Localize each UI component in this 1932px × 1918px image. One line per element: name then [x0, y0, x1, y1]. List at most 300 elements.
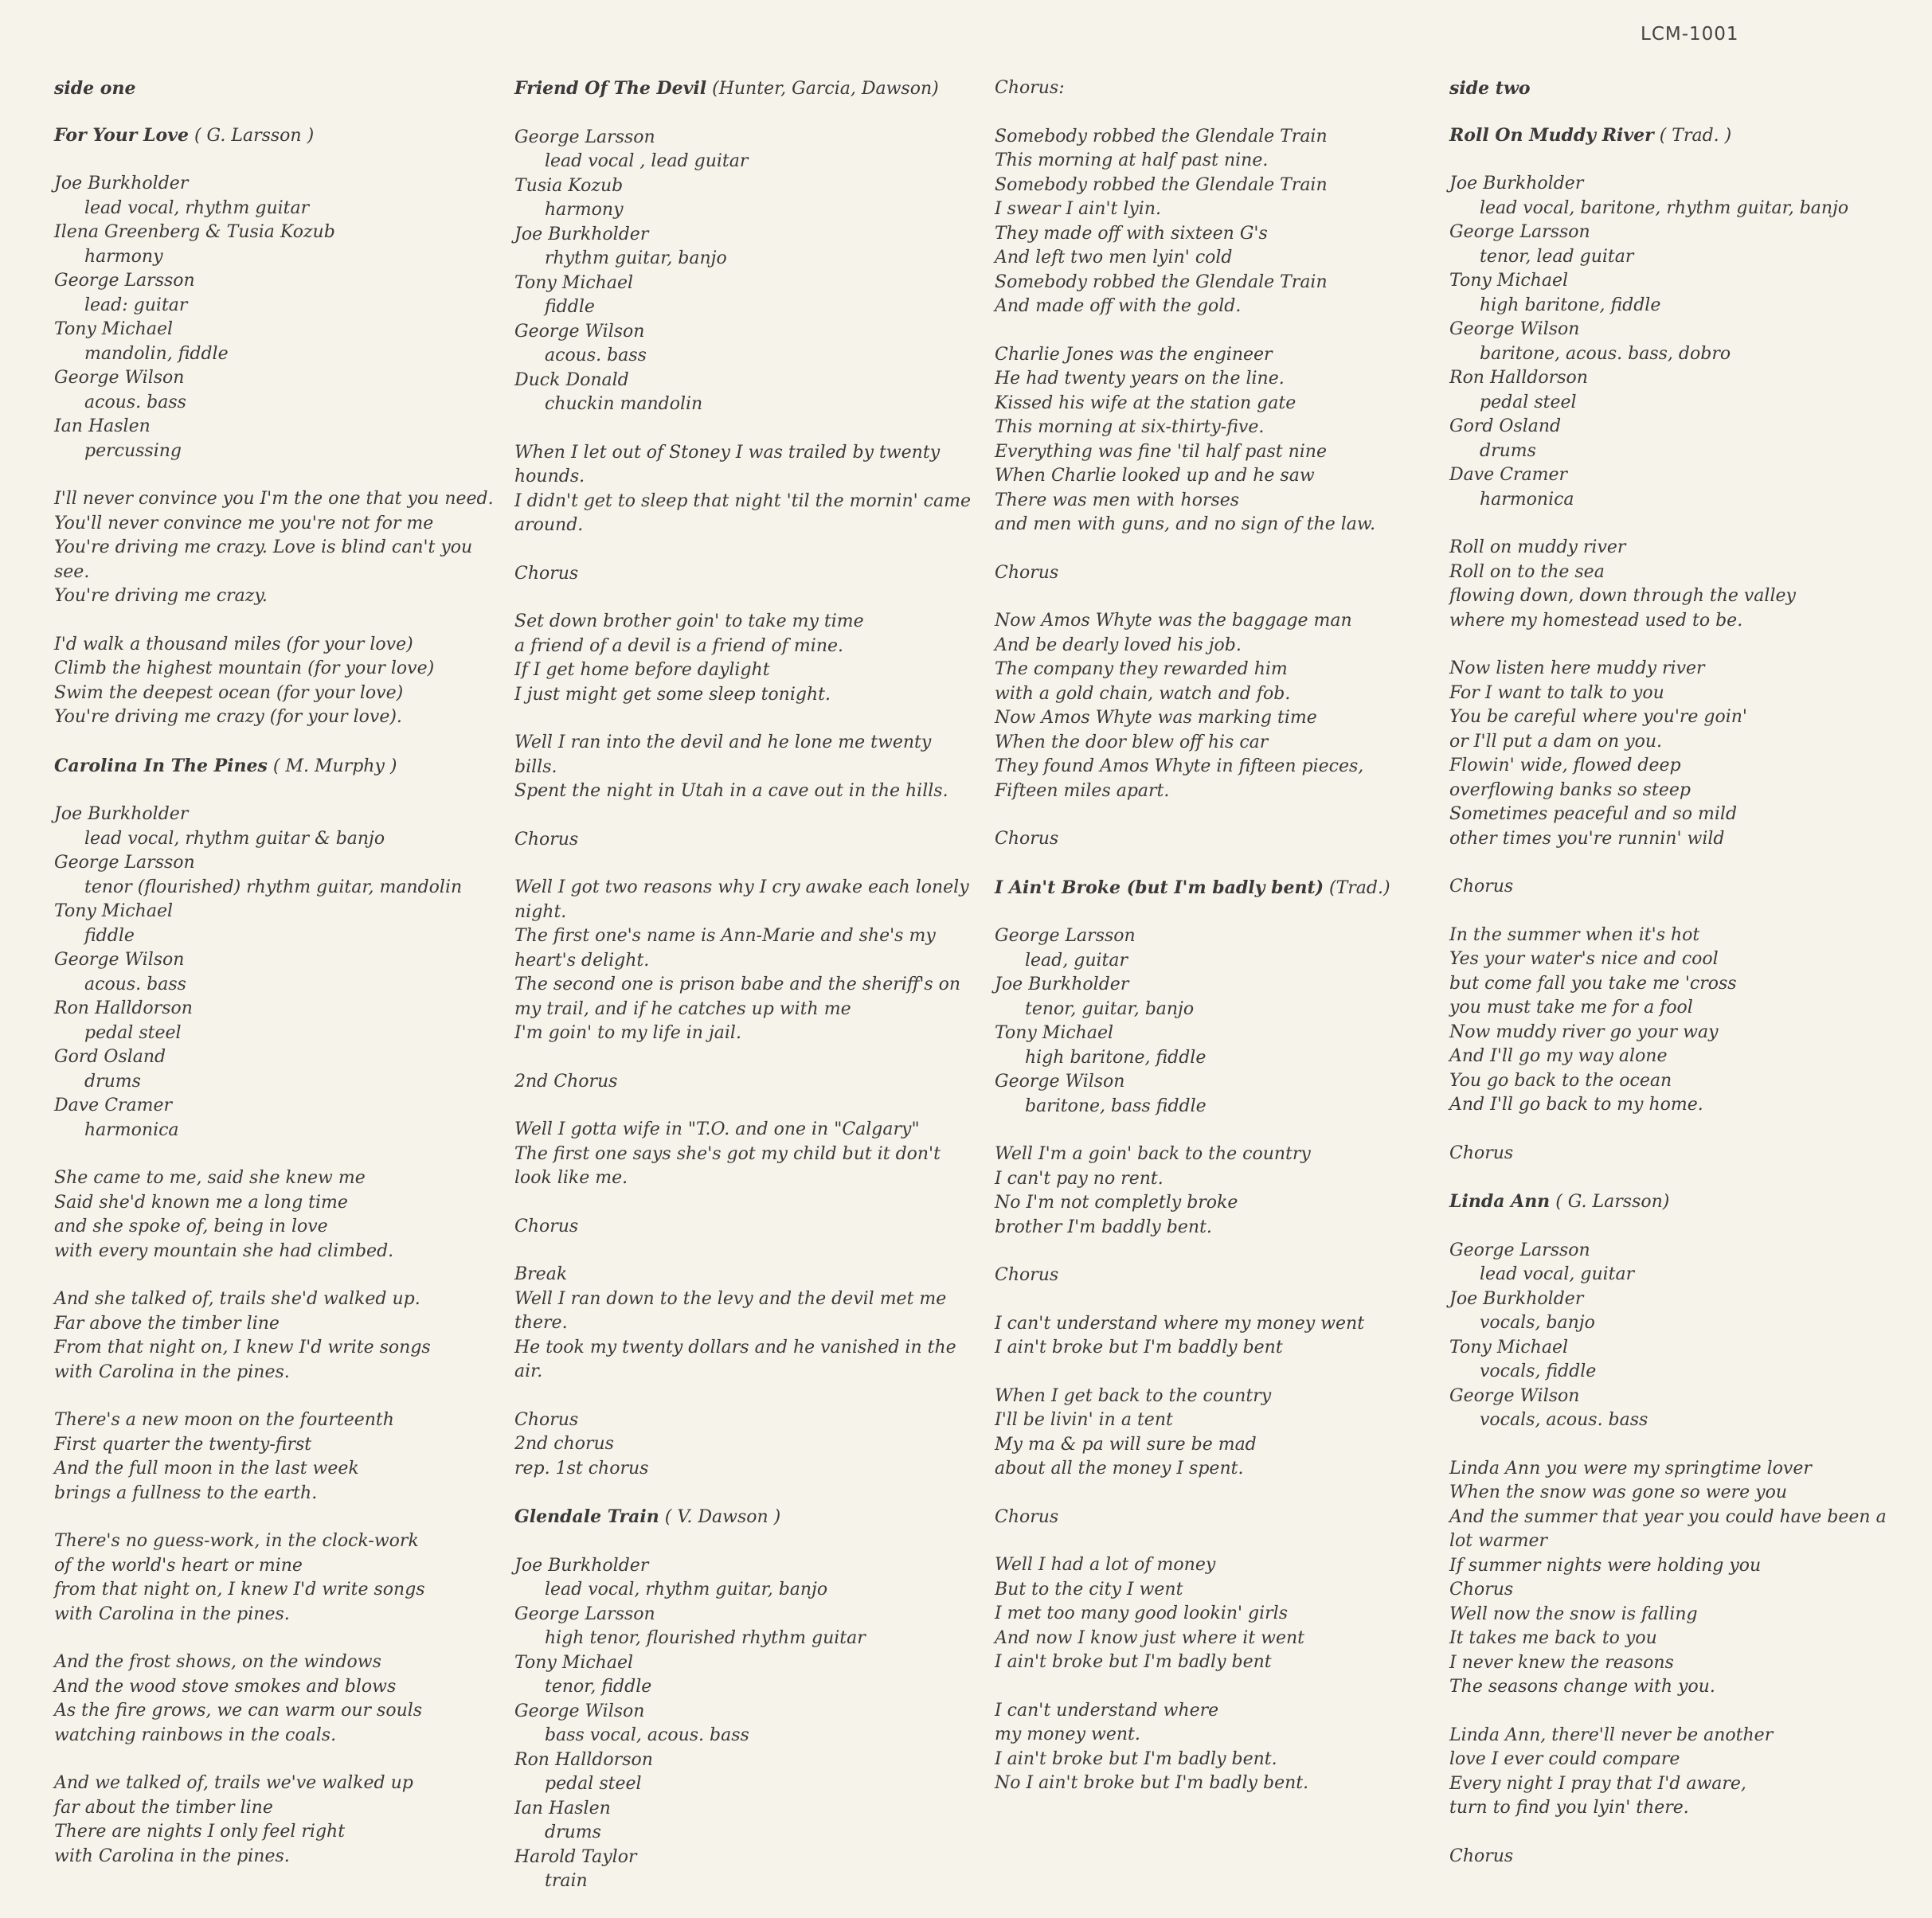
lyric-line: I'll never convince you I'm the one that you need. — [54, 489, 494, 509]
lyric-line: The seasons change with you. — [1449, 1677, 1715, 1697]
lyric-stanza — [54, 1408, 500, 1506]
musician-role: lead vocal, baritone, rhythm guitar, banjo — [1480, 197, 1849, 218]
lyric-line: There's no guess-work, in the clock-work — [54, 1531, 419, 1551]
musician-role: high baritone, fiddle — [1480, 295, 1661, 315]
lyric-line: For I want to talk to you — [1449, 682, 1664, 703]
song-title — [1449, 123, 1911, 149]
musician-role: harmonica — [84, 1119, 179, 1140]
lyric-line: You be careful where you're goin' — [1449, 707, 1747, 727]
musician-entry — [54, 269, 500, 318]
lyric-line: Well I got two reasons why I cry awake each lonely night. — [514, 877, 969, 922]
lyric-line: Fifteen miles apart. — [995, 780, 1170, 801]
musician-entry — [54, 997, 500, 1045]
lyric-line: Well I ran down to the levy and the devil met me there. — [514, 1288, 947, 1333]
lyric-line: 2nd Chorus — [514, 1071, 618, 1092]
lyric-line: I'll be livin' in a tent — [995, 1410, 1173, 1430]
musician-name: George Wilson — [514, 321, 645, 342]
lyric-line: It takes me back to you — [1449, 1628, 1657, 1648]
lyric-line: from that night on, I knew I'd write songs — [54, 1580, 425, 1600]
lyric-line: of the world's heart or mine — [54, 1555, 303, 1576]
lyric-line: Linda Ann, there'll never be another — [1449, 1725, 1774, 1745]
lyric-line: Charlie Jones was the engineer — [995, 344, 1273, 365]
musician-list — [54, 803, 500, 1143]
musician-role: lead vocal , lead guitar — [545, 151, 749, 171]
lyric-line: This morning at six-thirty-five. — [995, 417, 1265, 437]
lyric-line: Chorus — [995, 829, 1059, 849]
lyric-stanza — [995, 1699, 1457, 1796]
musician-entry — [514, 223, 976, 271]
lyric-line: Somebody robbed the Glendale Train — [995, 271, 1328, 292]
song-credit: ( G. Larsson) — [1555, 1192, 1670, 1212]
musician-role: high baritone, fiddle — [1025, 1047, 1207, 1068]
musician-name: Tusia Kozub — [514, 175, 624, 196]
musician-name: George Wilson — [995, 1072, 1125, 1092]
song-title — [54, 123, 500, 149]
lyric-line: overflowing banks so steep — [1449, 779, 1691, 800]
lyric-line: turn to find you lyin' there. — [1449, 1798, 1689, 1818]
musician-role: drums — [545, 1822, 601, 1842]
musician-entry — [514, 1651, 976, 1700]
lyric-line: From that night on, I knew I'd write songs — [54, 1338, 431, 1357]
song-title — [514, 1505, 976, 1530]
lyric-line: Break — [514, 1264, 568, 1284]
lyric-line: They made off with sixteen G's — [995, 223, 1268, 244]
lyric-line: Chorus — [514, 1409, 579, 1430]
lyric-line: Set down brother goin' to take my time — [514, 611, 864, 631]
musician-role: vocals, banjo — [1480, 1313, 1595, 1333]
musician-entry — [1449, 463, 1911, 512]
lyric-line: Well I ran into the devil and he lone me twenty bills. — [514, 732, 932, 777]
musician-entry — [54, 948, 500, 997]
lyric-stanza — [54, 487, 500, 609]
lyric-line: with every mountain she had climbed. — [54, 1240, 394, 1261]
lyric-line: Chorus — [514, 829, 579, 850]
lyric-stanza — [514, 731, 976, 804]
lyric-line: Now muddy river go your way — [1449, 1022, 1719, 1042]
musician-name: Tony Michael — [995, 1023, 1114, 1043]
lyric-line: I'm goin' to my life in jail. — [514, 1023, 741, 1043]
musician-list — [54, 172, 500, 463]
musician-name: George Larsson — [514, 1604, 655, 1624]
musician-role: tenor, guitar, banjo — [1025, 998, 1195, 1019]
musician-name: George Larsson — [1449, 222, 1590, 242]
lyric-stanza — [54, 633, 500, 730]
lyric-line: Chorus — [1449, 877, 1514, 896]
lyric-line: my money went. — [995, 1725, 1140, 1744]
lyric-line: And I'll go back to my home. — [1449, 1095, 1703, 1115]
musician-name: Ian Haslen — [514, 1798, 611, 1818]
lyric-stanza — [514, 610, 976, 707]
lyric-line: rep. 1st chorus — [514, 1458, 649, 1479]
musician-name: Joe Burkholder — [995, 975, 1129, 994]
musician-name: Tony Michael — [54, 901, 174, 921]
lyric-line: When I let out of Stoney I was trailed by twenty hounds. — [514, 442, 941, 486]
lyric-line: In the summer when it's hot — [1449, 924, 1700, 945]
lyric-line: When I get back to the country — [995, 1385, 1272, 1406]
lyric-stanza — [995, 1385, 1457, 1482]
musician-role: harmony — [84, 246, 163, 267]
lyric-line: You're driving me crazy. — [54, 586, 268, 606]
lyric-line: And the frost shows, on the windows — [54, 1652, 381, 1672]
lyric-stanza — [1449, 1142, 1911, 1166]
lyric-stanza — [54, 1650, 500, 1748]
musician-name: George Larsson — [54, 271, 195, 291]
lyric-line: Chorus — [1449, 1580, 1514, 1600]
musician-name: Gord Osland — [54, 1047, 166, 1067]
lyric-stanza — [514, 1215, 976, 1240]
lyric-line: Somebody robbed the Glendale Train — [995, 174, 1328, 195]
lyric-line: and men with guns, and no sign of the law. — [995, 514, 1376, 534]
musician-entry — [514, 271, 976, 320]
lyric-line: Everything was fine 'til half past nine — [995, 441, 1327, 462]
musician-role: percussing — [84, 440, 182, 461]
lyric-line: I ain't broke but I'm badly bent. — [995, 1748, 1277, 1769]
lyric-line: about all the money I spent. — [995, 1459, 1244, 1479]
lyric-line: When the snow was gone so were you — [1449, 1482, 1788, 1502]
lyric-line: Chorus — [514, 1216, 579, 1236]
lyric-stanza — [1449, 1724, 1911, 1821]
lyric-line: When Charlie looked up and he saw — [995, 466, 1315, 486]
musician-role: acous. bass — [84, 974, 186, 994]
lyric-stanza — [514, 1070, 976, 1095]
musician-role: drums — [84, 1071, 141, 1092]
musician-name: George Wilson — [54, 950, 185, 970]
musician-entry — [995, 973, 1457, 1022]
lyric-line: I'd walk a thousand miles (for your love) — [54, 634, 413, 654]
lyric-line: I can't understand where — [995, 1700, 1219, 1721]
musician-role: mandolin, fiddle — [84, 343, 229, 364]
lyric-line: Yes your water's nice and cool — [1449, 949, 1719, 969]
musician-name: Dave Cramer — [1449, 465, 1568, 485]
musician-name: George Wilson — [54, 368, 185, 388]
musician-role: lead vocal, rhythm guitar, banjo — [545, 1580, 828, 1600]
lyric-line: Every night I pray that I'd aware, — [1449, 1773, 1746, 1794]
song-name: For Your Love — [54, 124, 189, 146]
song-title — [1449, 1189, 1911, 1215]
lyric-line: Kissed his wife at the station gate — [995, 393, 1296, 413]
lyric-line: Chorus — [1449, 1846, 1514, 1866]
lyric-line: First quarter the twenty-first — [54, 1434, 312, 1455]
lyric-stanza — [54, 1166, 500, 1264]
musician-role: bass vocal, acous. bass — [545, 1725, 749, 1745]
lyric-line: with a gold chain, watch and fob. — [995, 683, 1291, 704]
musician-role: fiddle — [545, 297, 595, 317]
lyric-line: My ma & pa will sure be mad — [995, 1434, 1257, 1455]
musician-role: acous. bass — [545, 346, 647, 365]
lyric-line: Climb the highest mountain (for your love) — [54, 658, 435, 678]
lyric-line: The first one says she's got my child but it don't look like me. — [514, 1143, 941, 1188]
lyric-line: I swear I ain't lyin. — [995, 199, 1161, 219]
musician-name: Joe Burkholder — [54, 804, 189, 824]
musician-entry — [54, 803, 500, 851]
musician-name: George Wilson — [514, 1701, 645, 1721]
lyric-stanza — [995, 827, 1457, 852]
musician-role: lead: guitar — [84, 295, 188, 315]
musician-entry — [1449, 318, 1911, 366]
musician-entry — [514, 369, 976, 417]
musician-entry — [1449, 415, 1911, 463]
musician-entry — [1449, 366, 1911, 415]
lyric-line: I never knew the reasons — [1449, 1652, 1674, 1673]
musician-entry — [995, 924, 1457, 973]
song-title — [995, 876, 1457, 901]
lyric-line: She came to me, said she knew me — [54, 1168, 366, 1188]
musician-name: Ilena Greenberg & Tusia Kozub — [54, 222, 335, 242]
musician-name: George Larsson — [995, 926, 1136, 946]
lyric-line: watching rainbows in the coals. — [54, 1725, 337, 1745]
lyric-line: Said she'd known me a long time — [54, 1192, 348, 1213]
lyric-line: He took my twenty dollars and he vanished in the air. — [514, 1337, 956, 1381]
lyric-stanza — [514, 876, 976, 1046]
lyric-line: The first one's name is Ann-Marie and she's my heart's delight. — [514, 926, 936, 971]
musician-role: harmonica — [1480, 489, 1574, 510]
musician-role: fiddle — [84, 925, 135, 946]
lyric-line: Far above the timber line — [54, 1313, 280, 1334]
musician-name: Joe Burkholder — [514, 1555, 649, 1576]
lyric-line: If summer nights were holding you — [1449, 1555, 1762, 1576]
musician-list — [514, 126, 976, 417]
musician-name: Ian Haslen — [54, 416, 151, 436]
musician-entry — [514, 320, 976, 369]
lyric-line: Linda Ann you were my springtime lover — [1449, 1458, 1812, 1479]
song-title — [54, 754, 500, 779]
musician-name: Ron Halldorson — [54, 998, 193, 1018]
song-credit: ( Trad. ) — [1659, 125, 1732, 146]
column-1 — [54, 76, 500, 1893]
musician-entry — [995, 1070, 1457, 1119]
lyric-line: Chorus: — [995, 78, 1065, 98]
lyric-line: And the summer that year you could have been a lot warmer — [1449, 1506, 1887, 1551]
lyric-line: The company they rewarded him — [995, 659, 1288, 679]
lyric-stanza — [1449, 657, 1911, 851]
musician-name: Harold Taylor — [514, 1846, 637, 1867]
musician-entry — [1449, 172, 1911, 221]
lyric-line: Well I had a lot of money — [995, 1555, 1216, 1575]
musician-role: lead vocal, rhythm guitar — [84, 197, 310, 218]
musician-role: tenor, fiddle — [545, 1677, 652, 1697]
lyric-line: Now listen here muddy river — [1449, 658, 1705, 678]
lyric-line: far about the timber line — [54, 1797, 273, 1818]
lyric-stanza — [54, 1772, 500, 1869]
lyric-line: and she spoke of, being in love — [54, 1217, 328, 1236]
musician-role: lead, guitar — [1025, 950, 1128, 971]
lyric-stanza — [514, 1408, 976, 1482]
musician-name: Joe Burkholder — [514, 224, 649, 244]
musician-entry — [514, 1603, 976, 1651]
lyric-stanza — [995, 1312, 1457, 1361]
musician-name: Tony Michael — [514, 272, 634, 293]
lyric-stanza — [995, 343, 1457, 537]
song-credit: ( M. Murphy ) — [272, 756, 397, 776]
musician-entry — [54, 221, 500, 269]
song-credit: (Trad.) — [1329, 877, 1390, 898]
musician-name: George Larsson — [514, 127, 655, 147]
lyric-stanza — [514, 441, 976, 538]
lyric-line: I ain't broke but I'm baddly bent — [995, 1338, 1283, 1357]
lyric-line: But to the city I went — [995, 1579, 1183, 1600]
lyric-line: And made off with the gold. — [995, 296, 1242, 316]
musician-name: Gord Osland — [1449, 416, 1562, 436]
lyric-line: with Carolina in the pines. — [54, 1604, 290, 1624]
lyric-line: Swim the deepest ocean (for your love) — [54, 682, 404, 703]
musician-role: train — [545, 1871, 588, 1891]
lyric-line: And the wood stove smokes and blows — [54, 1676, 397, 1697]
musician-role: lead vocal, rhythm guitar & banjo — [84, 828, 385, 849]
lyric-line: You go back to the ocean — [1449, 1070, 1672, 1091]
lyric-line: but come fall you take me 'cross — [1449, 973, 1737, 994]
lyric-line: flowing down, down through the valley — [1449, 586, 1796, 606]
musician-entry — [54, 415, 500, 463]
musician-name: George Wilson — [1449, 1385, 1580, 1406]
musician-role: lead vocal, guitar — [1480, 1264, 1635, 1284]
musician-name: Duck Donald — [514, 369, 629, 390]
musician-name: Ron Halldorson — [514, 1749, 653, 1770]
lyric-stanza — [1449, 536, 1911, 633]
song-name: Glendale Train — [514, 1506, 659, 1527]
song-name: Linda Ann — [1449, 1191, 1551, 1212]
musician-entry — [54, 172, 500, 221]
song-name: I Ain't Broke (but I'm badly bent) — [995, 877, 1324, 898]
musician-role: harmony — [545, 200, 624, 220]
song-name: Friend Of The Devil — [514, 78, 707, 99]
lyric-line: You're driving me crazy (for your love). — [54, 707, 402, 727]
musician-role: pedal steel — [84, 1022, 182, 1043]
lyric-line: love I ever could compare — [1449, 1749, 1680, 1769]
lyric-stanza — [995, 1264, 1457, 1288]
lyric-line: or I'll put a dam on you. — [1449, 731, 1663, 752]
musician-entry — [514, 126, 976, 174]
lyric-stanza — [1449, 1845, 1911, 1869]
lyric-line: other times you're runnin' wild — [1449, 828, 1725, 849]
musician-name: George Wilson — [1449, 319, 1580, 339]
lyric-line: And be dearly loved his job. — [995, 635, 1242, 655]
musician-entry — [54, 1094, 500, 1143]
musician-role: pedal steel — [1480, 392, 1577, 412]
side-label: side two — [1449, 78, 1531, 99]
lyric-line: No I'm not completly broke — [995, 1193, 1238, 1213]
musician-role: high tenor, flourished rhythm guitar — [545, 1628, 866, 1648]
musician-entry — [54, 1045, 500, 1094]
musician-name: George Larsson — [54, 853, 195, 873]
lyric-line: He had twenty years on the line. — [995, 369, 1285, 389]
lyric-line: They found Amos Whyte in fifteen pieces, — [995, 756, 1364, 776]
lyric-line: Well I'm a goin' back to the country — [995, 1144, 1311, 1164]
musician-entry — [1449, 269, 1911, 318]
lyric-stanza — [995, 1553, 1457, 1675]
lyric-line: Roll on muddy river — [1449, 537, 1626, 557]
musician-name: Tony Michael — [1449, 1337, 1569, 1357]
musician-entry — [995, 1022, 1457, 1070]
lyric-line: This morning at half past nine. — [995, 150, 1269, 170]
lyric-stanza — [1449, 1457, 1911, 1700]
lyric-stanza — [514, 1118, 976, 1191]
musician-entry — [54, 851, 500, 900]
musician-role: acous. bass — [84, 392, 186, 412]
musician-list — [1449, 172, 1911, 512]
lyric-line: And left two men lyin' cold — [995, 248, 1233, 268]
lyric-line: Flowin' wide, flowed deep — [1449, 756, 1681, 775]
lyric-stanza — [514, 562, 976, 587]
lyric-line: a friend of a devil is a friend of mine. — [514, 635, 844, 656]
musician-entry — [514, 1700, 976, 1748]
lyric-line: There was men with horses — [995, 490, 1240, 510]
lyric-stanza — [1449, 875, 1911, 900]
lyric-line: I didn't get to sleep that night 'til the mornin' came around. — [514, 490, 971, 535]
song-name: Carolina In The Pines — [54, 755, 268, 776]
musician-role: vocals, acous. bass — [1480, 1410, 1648, 1430]
song-credit: ( V. Dawson ) — [664, 1507, 781, 1527]
lyric-line: Chorus — [1449, 1143, 1514, 1163]
lyric-line: Somebody robbed the Glendale Train — [995, 126, 1328, 146]
lyric-line: And we talked of, trails we've walked up — [54, 1773, 413, 1793]
musician-list — [514, 1554, 976, 1894]
musician-role: drums — [1480, 440, 1536, 461]
musician-entry — [514, 174, 976, 223]
song-credit: (Hunter, Garcia, Dawson) — [712, 79, 939, 99]
musician-entry — [54, 900, 500, 948]
musician-entry — [1449, 1287, 1911, 1336]
lyric-stanza — [995, 76, 1457, 101]
lyric-line: Now Amos Whyte was the baggage man — [995, 611, 1352, 631]
lyric-line: Sometimes peaceful and so mild — [1449, 804, 1738, 824]
lyric-line: Well I gotta wife in "T.O. and one in "Calgary" — [514, 1119, 920, 1139]
musician-name: Tony Michael — [54, 319, 174, 339]
lyric-stanza — [995, 1506, 1457, 1530]
musician-name: Ron Halldorson — [1449, 368, 1588, 388]
musician-entry — [54, 318, 500, 366]
lyric-line: And I'll go my way alone — [1449, 1046, 1668, 1066]
lyric-stanza — [54, 1287, 500, 1385]
lyric-line: you must take me for a fool — [1449, 998, 1693, 1018]
musician-role: tenor, lead guitar — [1480, 246, 1634, 267]
musician-role: tenor (flourished) rhythm guitar, mandolin — [84, 877, 463, 897]
column-2 — [514, 76, 976, 1918]
lyric-line: with Carolina in the pines. — [54, 1846, 290, 1866]
lyric-line: And she talked of, trails she'd walked up. — [54, 1289, 420, 1309]
lyric-line: brother I'm baddly bent. — [995, 1217, 1212, 1237]
song-title — [514, 76, 976, 102]
musician-entry — [1449, 1336, 1911, 1385]
musician-entry — [514, 1846, 976, 1894]
lyric-line: Well now the snow is falling — [1449, 1604, 1698, 1624]
musician-role: rhythm guitar, banjo — [545, 248, 727, 268]
musician-entry — [54, 366, 500, 415]
musician-entry — [1449, 1385, 1911, 1433]
catalog-number: LCM-1001 — [1641, 24, 1739, 45]
musician-role: pedal steel — [545, 1774, 642, 1794]
lyric-line: Chorus — [995, 562, 1059, 583]
lyric-stanza — [995, 609, 1457, 803]
lyric-line: Chorus — [514, 563, 579, 584]
musician-list — [1449, 1239, 1911, 1433]
lyric-line: 2nd chorus — [514, 1434, 614, 1454]
lyric-line: The second one is prison babe and the sheriff's on my trail, and if he catches up with me — [514, 975, 961, 1019]
lyric-line: Chorus — [995, 1506, 1059, 1527]
musician-name: Dave Cramer — [54, 1096, 173, 1115]
musician-role: baritone, acous. bass, dobro — [1480, 343, 1731, 364]
lyric-line: I just might get some sleep tonight. — [514, 684, 831, 705]
lyric-line: As the fire grows, we can warm our souls — [54, 1701, 423, 1721]
musician-entry — [1449, 221, 1911, 269]
lyric-line: I ain't broke but I'm badly bent — [995, 1652, 1272, 1672]
song-name: Roll On Muddy River — [1449, 124, 1654, 146]
column-3 — [995, 76, 1457, 1820]
lyric-line: Roll on to the sea — [1449, 561, 1605, 582]
lyric-line: Spent the night in Utah in a cave out in the hills. — [514, 781, 948, 801]
lyric-stanza — [1449, 924, 1911, 1118]
musician-list — [995, 924, 1457, 1119]
lyric-line: with Carolina in the pines. — [54, 1361, 290, 1382]
